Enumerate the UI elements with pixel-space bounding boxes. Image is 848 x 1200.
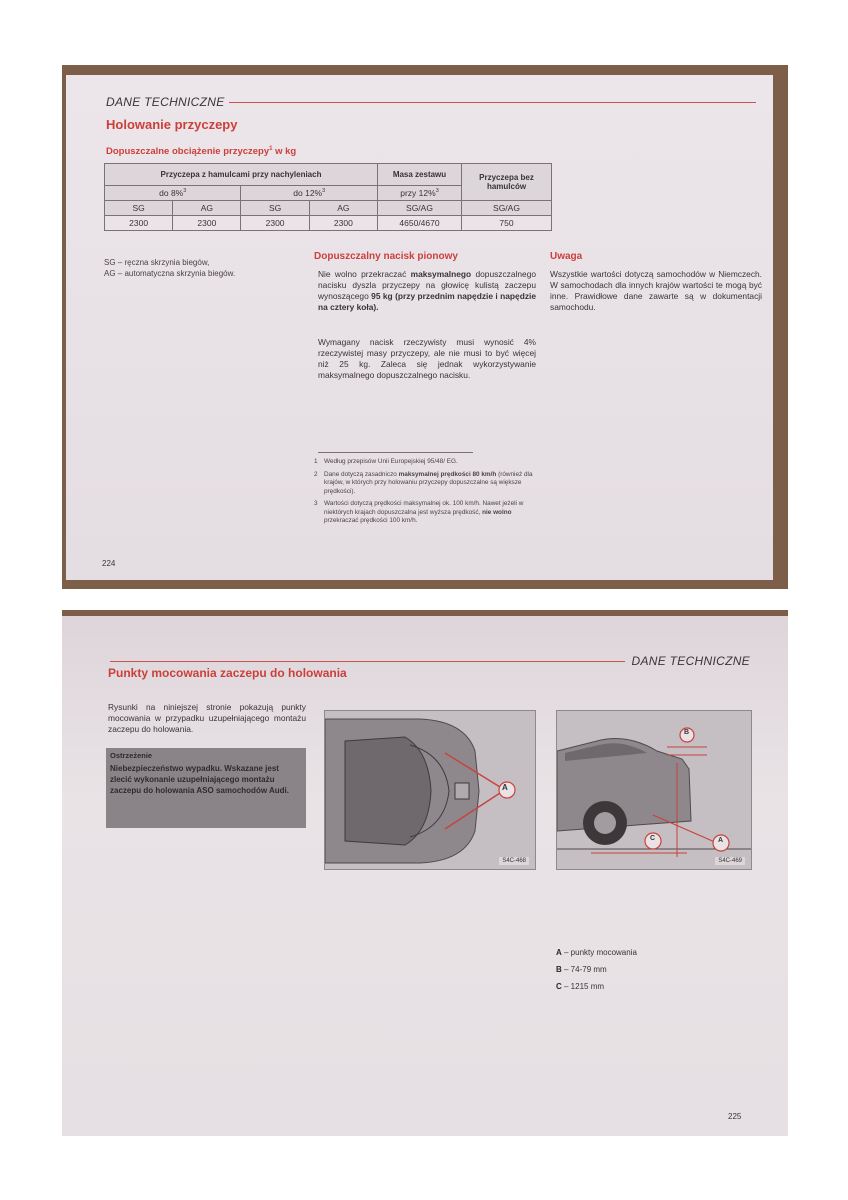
figure-top-view (324, 710, 536, 870)
subtitle-sup: 1 (269, 146, 273, 152)
header-braked: Przyczepa z hamulcami przy nachyleniach (105, 164, 378, 186)
table-cell: 2300 (241, 216, 309, 231)
figure-code: S4C-469 (715, 857, 745, 865)
figure-code: S4C-468 (499, 857, 529, 865)
intro-text: Rysunki na niniejszej stronie pokazują punkty mocowania w przypadku uzupełniającego montażu zaczepu do holowania. (108, 702, 306, 734)
col-label: AG (309, 201, 377, 216)
trailer-load-table (104, 163, 552, 231)
legend-sg: SG – ręczna skrzynia biegów, (104, 258, 210, 267)
table-cell: 750 (462, 216, 552, 231)
footnote-1: 1 Według przepisów Unii Europejskiej 95/48/ EG. (314, 458, 458, 465)
warning-box (106, 748, 306, 828)
car-side-view-illustration (557, 711, 752, 870)
col-label: SG/AG (378, 201, 462, 216)
col-label: SG (105, 201, 173, 216)
warning-text: Niebezpieczeństwo wypadku. Wskazane jest zlecić wykonanie uzupełniającego montażu zaczepu do holowania ASO samochodów Audi. (110, 764, 289, 795)
header-rule (110, 661, 625, 662)
subtitle-text: Dopuszczalne obciążenie przyczepy (106, 146, 270, 158)
header-text: DANE TECHNICZNE (631, 654, 750, 668)
photo-page-224 (62, 65, 788, 589)
header-rule (229, 102, 756, 103)
page-header (106, 95, 756, 109)
table-cell: 2300 (309, 216, 377, 231)
figure-side-view (556, 710, 752, 870)
header-text: DANE TECHNICZNE (106, 95, 225, 109)
legend-item-b: B – 74-79 mm (556, 965, 607, 974)
note-text: Wszystkie wartości dotyczą samochodów w Niemczech. W samochodach dla innych krajów wartości te mogą być inne. Prawidłowe dane zawarte są w dokumentacji samochodu. (550, 269, 762, 312)
slope-12-mass: przy 12%$^3$ (378, 186, 462, 201)
section-title: Holowanie przyczepy (106, 117, 238, 132)
section-title: Punkty mocowania zaczepu do holowania (108, 666, 347, 680)
legend-item-a: A – punkty mocowania (556, 948, 637, 957)
marker-a: A (502, 783, 508, 792)
marker-c: C (650, 835, 656, 842)
footnote-3: 3 Wartości dotyczą prędkości maksymalnej ok. 100 km/h. Nawet jeżeli w niektórych krajach dopuszczalna jest wyższa prędkość, nie wolno przekraczać prędkości 100 km/h. (314, 500, 524, 524)
subtitle-unit: w kg (272, 146, 297, 158)
vertical-load-text-1: Nie wolno przekraczać maksymalnego dopuszczalnego nacisku dyszla przyczepy na głowicę kulistą zaczepu wynoszącego 95 kg (przy przednim napędzie i napędzie na cztery koła). (318, 269, 537, 312)
table-cell: 2300 (173, 216, 241, 231)
col-label: AG (173, 201, 241, 216)
page-number: 225 (728, 1112, 742, 1121)
marker-a: A (718, 837, 724, 844)
header-unbraked: Przyczepa bez hamulców (462, 164, 552, 201)
figure-legend (556, 944, 637, 995)
page-225 (62, 616, 788, 1136)
gearbox-legend (104, 257, 304, 279)
footnote-2: 2 Dane dotyczą zasadniczo maksymalnej prędkości 80 km/h (również dla krajów, w których przy holowaniu przyczepy dopuszczalne są większe prędkości). (314, 470, 533, 495)
warning-head: Ostrzeżenie (110, 751, 153, 760)
vertical-load-text-2: Wymagany nacisk rzeczywisty musi wynosić 4% rzeczywistej masy przyczepy, ale nie musi to być więcej niż 25 kg. Zaleca się jednak wykorzystywanie maksymalnego dopuszczalnego nacisku. (318, 337, 536, 380)
slope-12: do 12%$^3$ (241, 186, 378, 201)
slope-8: do 8%$^3$ (105, 186, 241, 201)
page-number: 224 (102, 559, 116, 568)
col-label: SG/AG (462, 201, 552, 216)
page-224 (66, 75, 773, 580)
legend-item-c: C – 1215 mm (556, 982, 605, 991)
table-subtitle (106, 146, 296, 157)
col-label: SG (241, 201, 309, 216)
table-cell: 2300 (105, 216, 173, 231)
header-set-mass: Masa zestawu (378, 164, 462, 186)
marker-b: B (684, 729, 690, 736)
vertical-load-title: Dopuszczalny nacisk pionowy (314, 251, 458, 262)
footnote-rule (318, 452, 473, 453)
legend-ag: AG – automatyczna skrzynia biegów. (104, 269, 236, 278)
footnotes (314, 458, 538, 526)
note-title: Uwaga (550, 251, 583, 262)
table-cell: 4650/4670 (378, 216, 462, 231)
photo-page-225 (62, 610, 788, 1136)
